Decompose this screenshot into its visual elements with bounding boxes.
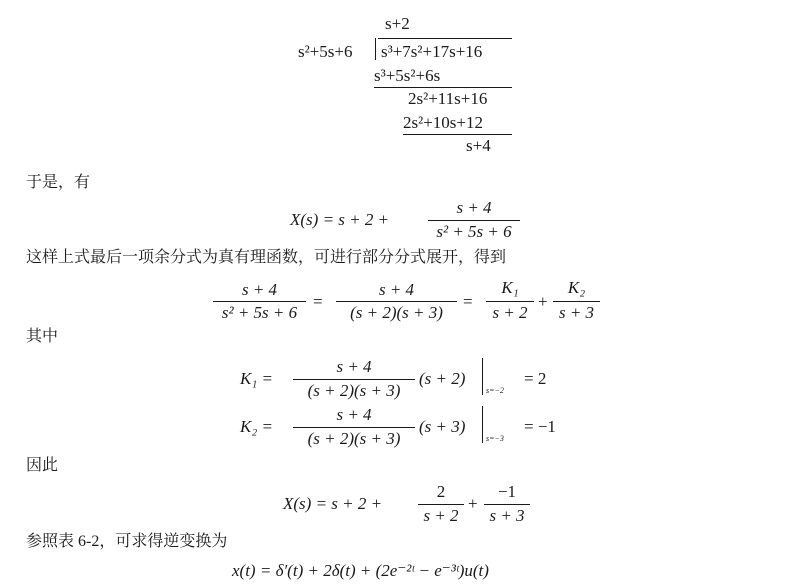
eq2-equals-b: = [463, 292, 473, 311]
equation-5: x(t) = δ′(t) + 2δ(t) + (2e⁻²ᵗ − e⁻³ᵗ)u(t) [232, 561, 489, 580]
eq2-f2-denominator: (s + 2)(s + 3) [350, 303, 443, 322]
k2-factor: (s + 3) [419, 417, 466, 436]
eq2-f2-numerator: s + 4 [378, 280, 415, 299]
step1-subtrahend: s³+5s²+6s [374, 66, 441, 85]
k1-fraction-bar [293, 379, 415, 380]
paragraph-2: 这样上式最后一项余分式为真有理函数，可进行部分分式展开，得到 [26, 249, 507, 266]
eq2-plus: + [538, 292, 548, 311]
eq2-f4-denominator: s + 3 [558, 303, 595, 322]
eq4-f1-bar [418, 504, 464, 505]
paragraph-1: 于是，有 [26, 174, 91, 191]
division-bracket [375, 38, 376, 60]
k1-lhs: K₁ = [240, 369, 273, 388]
step2-subtrahend: 2s²+10s+12 [403, 113, 484, 132]
divisor: s²+5s+6 [298, 42, 353, 61]
remainder: s+4 [466, 136, 491, 155]
eq4-f2-bar [484, 504, 530, 505]
division-top-line [378, 38, 512, 39]
eq4-f2-denominator: s + 3 [489, 506, 525, 525]
eq2-f1-numerator: s + 4 [241, 280, 278, 299]
k2-fraction-bar [293, 427, 415, 428]
eq2-f3-bar [486, 301, 534, 302]
eq1-numerator: s + 4 [456, 198, 492, 217]
eq2-f3-numerator: K₁ [501, 278, 519, 297]
eq1-denominator: s² + 5s + 6 [436, 222, 512, 241]
step2-line [403, 134, 512, 135]
eq2-f2-bar [336, 301, 457, 302]
quotient: s+2 [385, 14, 410, 33]
k2-eval-point: s=−3 [486, 434, 504, 443]
k1-eval-point: s=−2 [486, 386, 504, 395]
paragraph-3: 其中 [26, 328, 59, 345]
k1-factor: (s + 2) [419, 369, 466, 388]
paragraph-5: 参照表 6-2，可求得逆变换为 [26, 533, 228, 550]
eq4-plus: + [468, 494, 478, 513]
step1-remainder: 2s²+11s+16 [408, 89, 488, 108]
eq4-f1-denominator: s + 2 [423, 506, 459, 525]
k2-numerator: s + 4 [336, 405, 372, 424]
eq4-lhs: X(s) = s + 2 + [283, 494, 383, 513]
eq2-f3-denominator: s + 2 [492, 303, 528, 322]
k2-lhs: K₂ = [240, 417, 273, 436]
step1-line [374, 87, 512, 88]
eq4-f2-numerator: −1 [497, 482, 517, 501]
paragraph-4: 因此 [26, 457, 59, 474]
k2-result: = −1 [524, 417, 556, 436]
k2-eval-bar [482, 406, 483, 443]
eq4-f1-numerator: 2 [436, 482, 446, 501]
eq2-f4-bar [553, 301, 600, 302]
eq2-f1-denominator: s² + 5s + 6 [221, 303, 298, 322]
eq1-lhs: X(s) = s + 2 + [290, 210, 390, 229]
dividend: s³+7s²+17s+16 [381, 42, 483, 61]
eq2-equals-a: = [313, 292, 323, 311]
k1-denominator: (s + 2)(s + 3) [307, 381, 401, 400]
k1-result: = 2 [524, 369, 547, 388]
eq1-fraction-bar [428, 220, 520, 221]
eq2-f4-numerator: K₂ [567, 278, 586, 297]
eq2-f1-bar [213, 301, 306, 302]
k2-denominator: (s + 2)(s + 3) [307, 429, 401, 448]
k1-numerator: s + 4 [336, 357, 372, 376]
k1-eval-bar [482, 358, 483, 395]
